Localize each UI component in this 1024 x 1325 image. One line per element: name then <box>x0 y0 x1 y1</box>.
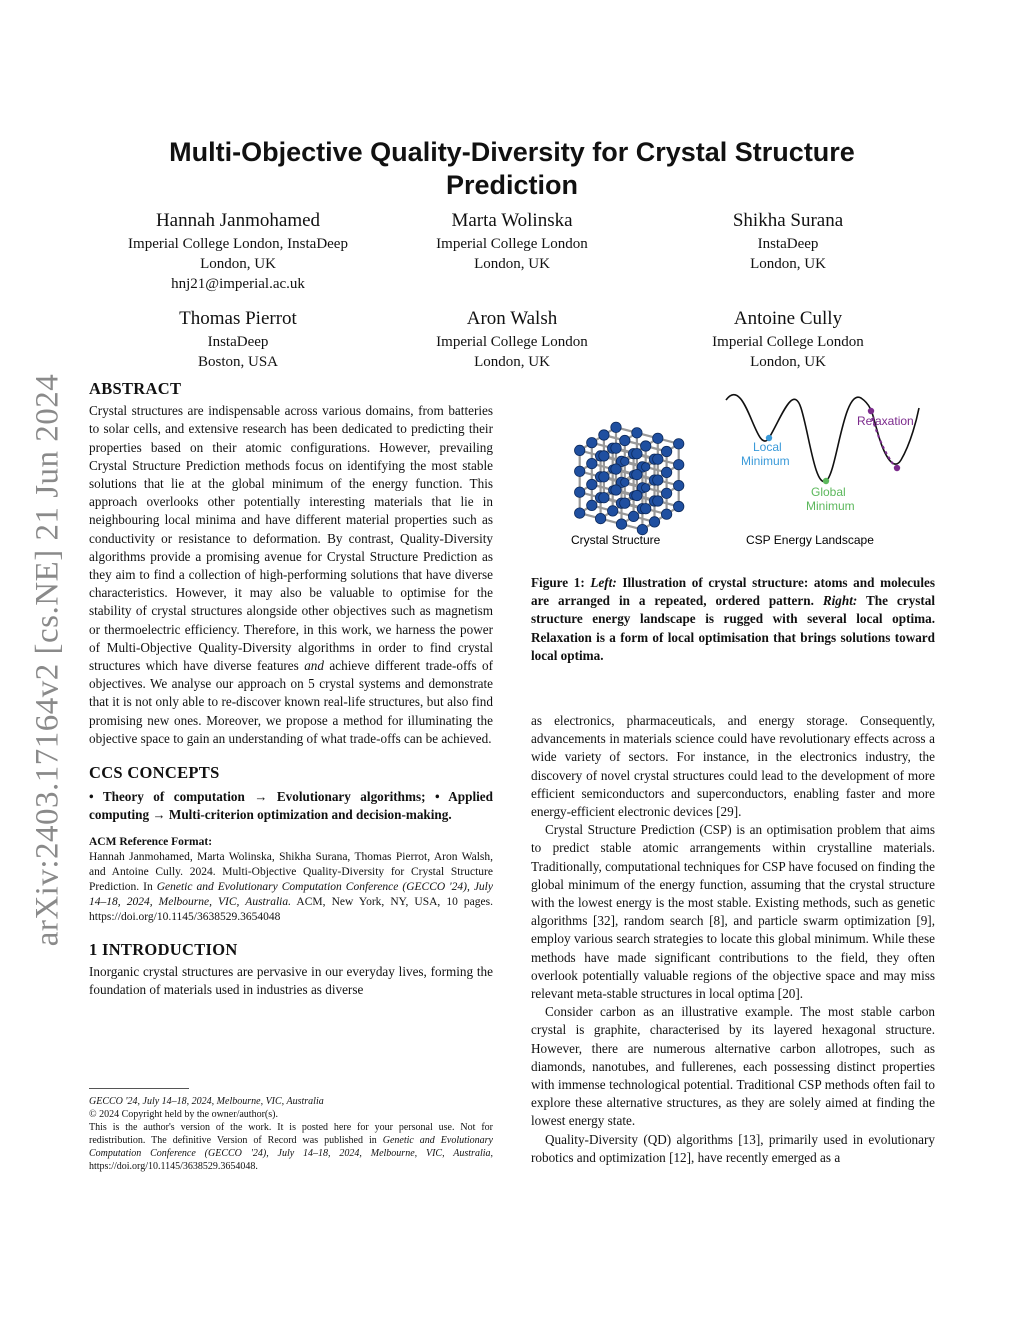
atom <box>599 451 609 461</box>
atom <box>674 439 684 449</box>
ccs-text: • Theory of computation → Evolutionary algorithms; • Applied computing → Multi-criterion optimization and decision-making. <box>89 789 493 823</box>
abstract-body-2: achieve different trade-offs of objectives. We analyse our approach on 5 crystal systems and demonstrate that it is not only able to re-discover known real-life structures, but also find promising new ones. Moreover, we propose a method for illuminating the objective space to gain an understanding of what trade-offs can be achieved. <box>89 658 494 746</box>
intro-text: Inorganic crystal structures are pervasive in our everyday lives, forming the foundation of materials used in industries as diverse <box>89 963 493 998</box>
author-name: Thomas Pierrot <box>179 308 297 329</box>
atom <box>620 498 630 508</box>
author-block <box>362 306 662 372</box>
atom <box>575 508 585 518</box>
caption-left-label: Left: <box>590 575 617 590</box>
atom <box>632 469 642 479</box>
relaxation-dot-end <box>894 465 900 471</box>
author-affiliation: Imperial College London <box>436 334 588 350</box>
paragraph: Quality-Diversity (QD) algorithms [13], primarily used in evolutionary robotics and optimization [12], have recently emerged as a <box>531 1131 935 1165</box>
atom <box>661 467 671 477</box>
caption-prefix: Figure 1: <box>531 575 585 590</box>
local-label: Local <box>753 440 782 454</box>
atom <box>674 460 684 470</box>
abstract-emph: and <box>304 658 324 674</box>
ccs-heading: CCS CONCEPTS <box>89 763 220 783</box>
atom <box>674 480 684 490</box>
atom <box>611 485 621 495</box>
author-affiliation: Imperial College London <box>712 334 864 350</box>
atom <box>641 504 651 514</box>
footnote-text <box>89 1095 493 1173</box>
paragraph: as electronics, pharmaceuticals, and energy storage. Consequently, advancements in materials science could have revolutionary effects across a wide variety of sectors. For instance, in the electronics industry, the discovery of novel crystal structures could lead to the development of more efficient semiconductors and superconductors, enabling faster and more energy-efficient electronic devices [29]. <box>531 713 935 820</box>
global-minimum-dot <box>823 478 829 484</box>
acm-doi[interactable]: ACM, New York, NY, USA, 10 pages. https://doi.org/10.1145/3638529.3654048 <box>89 895 493 923</box>
acm-reference <box>89 835 493 925</box>
abstract-text <box>89 402 493 748</box>
author-affiliation: InstaDeep <box>757 236 819 252</box>
atom <box>674 501 684 511</box>
atom <box>661 488 671 498</box>
author-block <box>88 306 388 372</box>
acm-heading: ACM Reference Format: <box>89 835 213 848</box>
global-label: Global <box>811 485 846 499</box>
right-column <box>531 712 935 1167</box>
atom <box>628 511 638 521</box>
author-location: London, UK <box>750 354 826 370</box>
author-affiliation: Imperial College London <box>436 236 588 252</box>
author-affiliation: InstaDeep <box>207 334 269 350</box>
author-location: London, UK <box>750 256 826 272</box>
paragraph: Crystal Structure Prediction (CSP) is an optimisation problem that aims to predict stable atomic arrangements within crystalline materials. Traditionally, computational techniques for CSP have focused on finding the global minimum of the energy function, assuming that the crystal structure with the lowest energy is the most stable. Existing methods, such as genetic algorithms [32], random search [8], and particle swarm optimization [9], employ various search strategies to locate this global minimum. While these methods have made significant contributions to the field, they often overlook potentially valuable regions of the objective space and may miss relevant meta-stable structures in local optima [20]. <box>531 822 935 1002</box>
paragraph: Consider carbon as an illustrative example. The most stable carbon crystal is graphite, characterised by its layered hexagonal structure. However, there are numerous alternative carbon allotropes, such as diamonds, nanotubes, and fullerenes, each possessing distinct properties with immense technological potential. Traditional CSP methods often fail to explore these alternative structures, as they are solely aimed at finding the lowest energy state. <box>531 1004 935 1129</box>
footnote-note-venue: Genetic and Evolutionary Computation Conference (GECCO '24), July 14–18, 2024, Melbourne, VIC, Australia <box>89 1135 493 1159</box>
global-label-2: Minimum <box>806 499 855 513</box>
acm-venue: Genetic and Evolutionary Computation Conference (GECCO '24), July 14–18, 2024, Melbourne, VIC, Australia. <box>89 880 493 908</box>
author-block <box>638 208 938 274</box>
caption-text-1: Illustration of crystal structure: atoms and molecules are arranged in a repeated, ordered pattern. <box>531 575 936 609</box>
atom <box>611 422 621 432</box>
intro-heading: 1 INTRODUCTION <box>89 939 238 959</box>
author-name: Marta Wolinska <box>451 210 573 231</box>
author-location: London, UK <box>474 354 550 370</box>
footnote-venue: GECCO '24, July 14–18, 2024, Melbourne, VIC, Australia <box>89 1096 324 1107</box>
atom <box>642 484 650 492</box>
footnote-copyright: © 2024 Copyright held by the owner/author(s). <box>89 1109 278 1120</box>
atom <box>653 454 663 464</box>
atom <box>661 446 671 456</box>
author-name: Hannah Janmohamed <box>155 210 321 231</box>
atom <box>608 506 618 516</box>
atom <box>611 443 621 453</box>
atom <box>621 478 629 486</box>
paper-title: Multi-Objective Quality-Diversity for Crystal Structure Prediction <box>169 137 855 200</box>
arxiv-stamp: arXiv:2403.17164v2 [cs.NE] 21 Jun 2024 <box>29 373 66 947</box>
atom <box>575 445 585 455</box>
atom <box>653 475 663 485</box>
abstract-body: Crystal structures are indispensable across various domains, from batteries to solar cells, and extensive research has been dedicated to predicting their properties based on their atomic configurations. However, prevailing Crystal Structure Prediction methods focus on identifying the most stable solutions that lie at the global minimum of the energy function. This approach overlooks other potentially interesting materials that lie in neighbouring local minima and have different material properties such as conductivity or resistance to deformation. By contrast, Quality-Diversity algorithms provide a promising avenue for Crystal Structure Prediction as they aim to find a collection of high-performing solutions that have diverse characteristics. However, it may also be valuable to optimise for the stability of crystal structures alongside other objectives such as magnetism or thermoelectric efficiency. Therefore, in this work, we harness the power of Multi-Objective Quality-Diversity algorithms in order to find crystal structures which have diverse features <box>89 403 493 674</box>
crystal-structure-label: Crystal Structure <box>571 533 661 547</box>
caption-right-label: Right: <box>822 593 858 609</box>
atom <box>632 428 642 438</box>
atom <box>587 458 597 468</box>
author-name: Aron Walsh <box>466 308 558 329</box>
figure-caption <box>531 574 935 665</box>
atom <box>599 493 609 503</box>
atom <box>642 463 650 471</box>
author-block <box>638 306 938 372</box>
author-email[interactable]: hnj21@imperial.ac.uk <box>171 276 305 292</box>
footnote-rule <box>89 1088 189 1089</box>
figure-svg <box>531 378 936 558</box>
atom <box>587 479 597 489</box>
energy-curve <box>726 395 919 482</box>
acm-text: Hannah Janmohamed, Marta Wolinska, Shikha Surana, Thomas Pierrot, Aron Walsh, and Antoine Cully. 2024. Multi-Objective Quality-Diversity for Crystal Structure Prediction. In <box>89 850 493 893</box>
atom <box>641 441 651 451</box>
abstract-heading: ABSTRACT <box>89 379 182 398</box>
figure-1 <box>531 378 936 558</box>
atom <box>575 487 585 497</box>
author-block <box>362 208 662 274</box>
author-block <box>88 208 388 294</box>
relaxation-label: Relaxation <box>857 414 914 428</box>
atom <box>611 464 621 474</box>
atom <box>599 430 609 440</box>
left-column <box>89 380 493 999</box>
atom <box>587 500 597 510</box>
atom <box>587 438 597 448</box>
author-location: London, UK <box>474 256 550 272</box>
energy-landscape <box>726 395 919 513</box>
footnote-note: This is the author's version of the work. It is posted here for your personal use. Not for redistribution. The definitive Version of Record was published in <box>89 1122 493 1146</box>
atom <box>653 496 663 506</box>
atom <box>595 513 605 523</box>
author-affiliation: Imperial College London, InstaDeep <box>128 236 348 252</box>
atom <box>632 490 642 500</box>
author-name: Antoine Cully <box>733 308 843 329</box>
author-location: London, UK <box>200 256 276 272</box>
atom <box>616 519 626 529</box>
footnote-note-doi[interactable]: , https://doi.org/10.1145/3638529.3654048. <box>89 1148 493 1172</box>
caption-text-2: The crystal structure energy landscape is rugged with several local optima. Relaxation is a form of local optimisation that brings solutions toward local optima. <box>531 593 935 663</box>
local-label-2: Minimum <box>741 454 790 468</box>
atom <box>632 449 642 459</box>
atom <box>575 466 585 476</box>
footnote <box>89 1088 493 1173</box>
atom <box>621 457 629 465</box>
atom <box>653 433 663 443</box>
atom <box>649 517 659 527</box>
atom <box>661 509 671 519</box>
landscape-label: CSP Energy Landscape <box>746 533 874 547</box>
author-name: Shikha Surana <box>732 210 844 231</box>
author-location: Boston, USA <box>197 354 279 370</box>
atom <box>620 435 630 445</box>
atom <box>599 472 609 482</box>
